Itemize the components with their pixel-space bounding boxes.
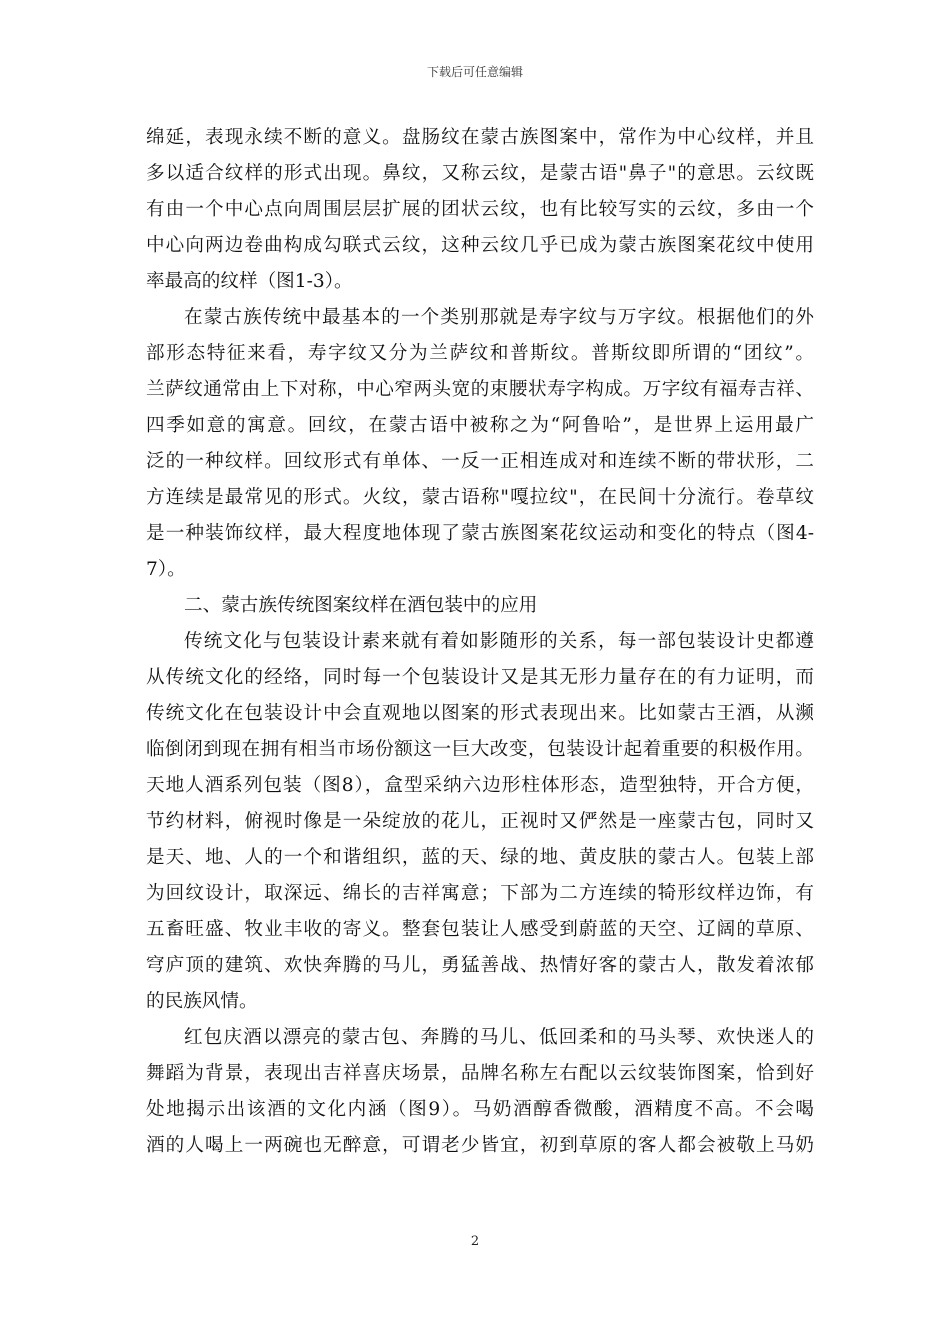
text-line: 酒的人喝上一两碗也无醉意，可谓老少皆宜，初到草原的客人都会被敬上马奶 xyxy=(146,1135,814,1156)
text-line: 7）。 xyxy=(146,559,186,580)
text-line: 传统文化与包装设计素来就有着如影随形的关系，每一部包装设计史都遵 xyxy=(184,631,814,652)
text-line: 五畜旺盛、牧业丰收的寄义。整套包装让人感受到蔚蓝的天空、辽阔的草原、 xyxy=(146,919,814,940)
text-line: 二、蒙古族传统图案纹样在酒包装中的应用 xyxy=(184,595,538,616)
text-line: 的民族风情。 xyxy=(146,991,258,1012)
text-line: 多以适合纹样的形式出现。鼻纹，又称云纹，是蒙古语"鼻子"的意思。云纹既 xyxy=(146,163,814,184)
text-line: 天地人酒系列包装（图8），盒型采纳六边形柱体形态，造型独特，开合方便， xyxy=(146,775,814,796)
document-body xyxy=(146,120,814,1164)
text-line: 中心向两边卷曲构成勾联式云纹，这种云纹几乎已成为蒙古族图案花纹中使用 xyxy=(146,235,814,256)
text-line: 是天、地、人的一个和谐组织，蓝的天、绿的地、黄皮肤的蒙古人。包装上部 xyxy=(146,847,814,868)
text-line: 绵延，表现永续不断的意义。盘肠纹在蒙古族图案中，常作为中心纹样，并且 xyxy=(146,127,814,148)
text-line: 舞蹈为背景，表现出吉祥喜庆场景，品牌名称左右配以云纹装饰图案，恰到好 xyxy=(146,1063,814,1084)
text-line: 从传统文化的经络，同时每一个包装设计又是其无形力量存在的有力证明，而 xyxy=(146,667,814,688)
page-number: 2 xyxy=(470,1234,480,1249)
text-line: 为回纹设计，取深远、绵长的吉祥寓意；下部为二方连续的犄形纹样边饰，有 xyxy=(146,883,814,904)
text-line: 有由一个中心点向周围层层扩展的团状云纹，也有比较写实的云纹，多由一个 xyxy=(146,199,814,220)
text-line: 传统文化在包装设计中会直观地以图案的形式表现出来。比如蒙古王酒，从濒 xyxy=(146,703,814,724)
text-line: 泛的一种纹样。回纹形式有单体、一反一正相连成对和连续不断的带状形，二 xyxy=(146,451,814,472)
text-line: 节约材料，俯视时像是一朵绽放的花儿，正视时又俨然是一座蒙古包，同时又 xyxy=(146,811,814,832)
text-line: 兰萨纹通常由上下对称，中心窄两头宽的束腰状寿字构成。万字纹有福寿吉祥、 xyxy=(146,379,814,400)
text-line: 在蒙古族传统中最基本的一个类别那就是寿字纹与万字纹。根据他们的外 xyxy=(184,307,814,328)
text-line: 部形态特征来看，寿字纹又分为兰萨纹和普斯纹。普斯纹即所谓的“团纹”。 xyxy=(146,343,814,364)
text-line: 处地揭示出该酒的文化内涵（图9）。马奶酒醇香微酸，酒精度不高。不会喝 xyxy=(146,1099,814,1120)
text-line: 方连续是最常见的形式。火纹，蒙古语称"嘎拉纹"，在民间十分流行。卷草纹 xyxy=(146,487,814,508)
text-line: 率最高的纹样（图1-3）。 xyxy=(146,271,353,292)
text-line: 是一种装饰纹样，最大程度地体现了蒙古族图案花纹运动和变化的特点（图4- xyxy=(146,523,814,544)
text-line: 临倒闭到现在拥有相当市场份额这一巨大改变，包装设计起着重要的积极作用。 xyxy=(146,739,814,760)
page-header: 下载后可任意编辑 xyxy=(426,65,523,79)
text-line: 红包庆酒以漂亮的蒙古包、奔腾的马儿、低回柔和的马头琴、欢快迷人的 xyxy=(184,1027,814,1048)
text-line: 穹庐顶的建筑、欢快奔腾的马儿，勇猛善战、热情好客的蒙古人，散发着浓郁 xyxy=(146,955,814,976)
text-line: 四季如意的寓意。回纹，在蒙古语中被称之为“阿鲁哈”，是世界上运用最广 xyxy=(146,415,814,436)
